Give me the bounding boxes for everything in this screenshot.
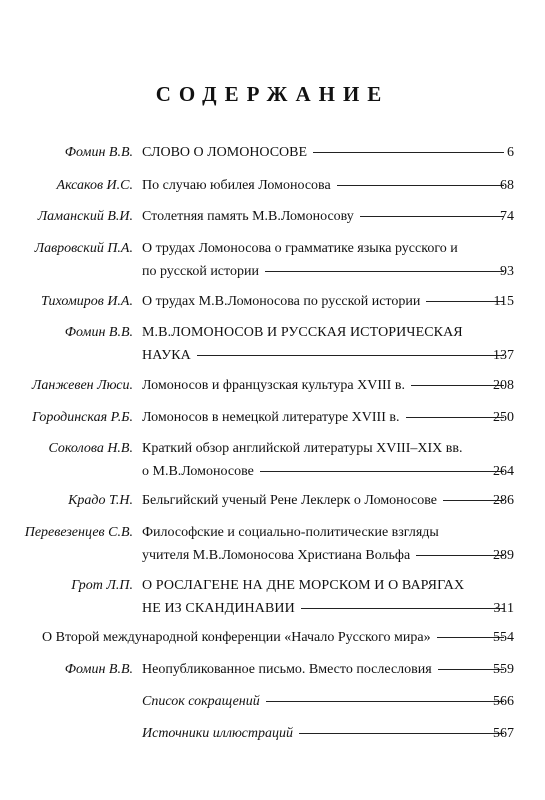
toc-title	[142, 574, 510, 620]
toc-leader	[337, 184, 504, 186]
toc-title-line: Список сокращений	[142, 694, 260, 709]
toc-author: Городинская Р.Б.	[32, 410, 133, 425]
toc-title-line: Столетняя память М.В.Ломоносову	[142, 209, 354, 224]
toc-author: Фомин В.В.	[64, 325, 133, 340]
toc-title	[142, 174, 510, 197]
toc-page-number: 264	[493, 464, 514, 479]
toc-title-line: СЛОВО О ЛОМОНОСОВЕ	[142, 145, 308, 160]
toc-page-number: 289	[493, 548, 514, 563]
toc-page-number: 566	[493, 694, 514, 709]
toc-leader	[260, 470, 504, 472]
toc-page-number: 311	[493, 601, 514, 616]
toc-title-line: НЕ ИЗ СКАНДИНАВИИ	[142, 601, 295, 616]
toc-leader	[406, 416, 505, 418]
toc-author: Тихомиров И.А.	[41, 294, 133, 309]
toc-title	[142, 489, 510, 512]
toc-author: Фомин В.В.	[64, 662, 133, 677]
toc-page-number: 554	[493, 630, 514, 645]
toc-title-line: О РОСЛАГЕНЕ НА ДНЕ МОРСКОМ И О ВАРЯГАХ	[142, 578, 465, 593]
toc-title	[142, 406, 510, 429]
toc-author: Крадо Т.Н.	[68, 493, 133, 508]
toc-title-line: О трудах Ломоносова о грамматике языка русского и	[142, 241, 458, 256]
toc-title-line: Ломоносов и французская культура XVIII в.	[142, 378, 405, 393]
toc-page-number: 6	[507, 145, 514, 160]
toc-title	[42, 626, 510, 649]
toc-leader	[426, 300, 504, 302]
toc-leader	[416, 554, 504, 556]
toc-page-number: 68	[500, 178, 514, 193]
toc-title-line: По случаю юбилея Ломоносова	[142, 178, 331, 193]
toc-author: Соколова Н.В.	[48, 441, 133, 456]
toc-title	[142, 237, 510, 283]
toc-title	[142, 658, 510, 681]
toc-title	[142, 690, 510, 713]
toc-author: Ламанский В.И.	[37, 209, 133, 224]
toc-title	[142, 321, 510, 367]
toc-title-line: М.В.ЛОМОНОСОВ И РУССКАЯ ИСТОРИЧЕСКАЯ	[142, 325, 463, 340]
toc-leader	[360, 215, 504, 217]
toc-leader	[197, 354, 504, 356]
toc-page-number: 115	[493, 294, 514, 309]
toc-page-number: 137	[493, 348, 514, 363]
toc-title-line: Источники иллюстраций	[142, 726, 293, 741]
toc-page-number: 250	[493, 410, 514, 425]
toc-title	[142, 722, 510, 745]
toc-title	[142, 141, 510, 164]
toc-leader	[265, 270, 504, 272]
toc-title-line: Ломоносов в немецкой литературе XVIII в.	[142, 410, 400, 425]
toc-title-line: О Второй международной конференции «Начало Русского мира»	[42, 630, 431, 645]
toc-page-number: 286	[493, 493, 514, 508]
toc-title	[142, 205, 510, 228]
toc-page-number: 567	[493, 726, 514, 741]
toc-title-line: учителя М.В.Ломоносова Христиана Вольфа	[142, 548, 411, 563]
toc-leader	[301, 607, 504, 609]
toc-page-number: 74	[500, 209, 514, 224]
toc-title-line: Краткий обзор английской литературы XVIII–XIX вв.	[142, 441, 463, 456]
toc-title-line: Философские и социально-политические взгляды	[142, 525, 439, 540]
toc-author: Фомин В.В.	[64, 145, 133, 160]
toc-page-number: 559	[493, 662, 514, 677]
toc-title	[142, 437, 510, 483]
toc-title-line: НАУКА	[142, 348, 191, 363]
toc-title	[142, 290, 510, 313]
toc-title-line: Неопубликованное письмо. Вместо послесловия	[142, 662, 432, 677]
toc-title-line: Бельгийский ученый Рене Леклерк о Ломоносове	[142, 493, 437, 508]
toc-author: Аксаков И.С.	[56, 178, 133, 193]
toc-title-line: о М.В.Ломоносове	[142, 464, 254, 479]
toc-leader	[411, 384, 504, 386]
toc-author: Грот Л.П.	[71, 578, 133, 593]
toc-page-number: 208	[493, 378, 514, 393]
toc-title	[142, 374, 510, 397]
toc-author: Ланжевен Люси.	[31, 378, 133, 393]
page-title: СОДЕРЖАНИЕ	[155, 82, 390, 106]
toc-title	[142, 521, 510, 567]
toc-leader	[266, 700, 504, 702]
toc-leader	[313, 151, 504, 153]
toc-author: Перевезенцев С.В.	[24, 525, 133, 540]
toc-page-number: 93	[500, 264, 514, 279]
toc-author: Лавровский П.А.	[34, 241, 133, 256]
toc-title-line: О трудах М.В.Ломоносова по русской истории	[142, 294, 421, 309]
toc-leader	[299, 732, 504, 734]
toc-title-line: по русской истории	[142, 264, 259, 279]
